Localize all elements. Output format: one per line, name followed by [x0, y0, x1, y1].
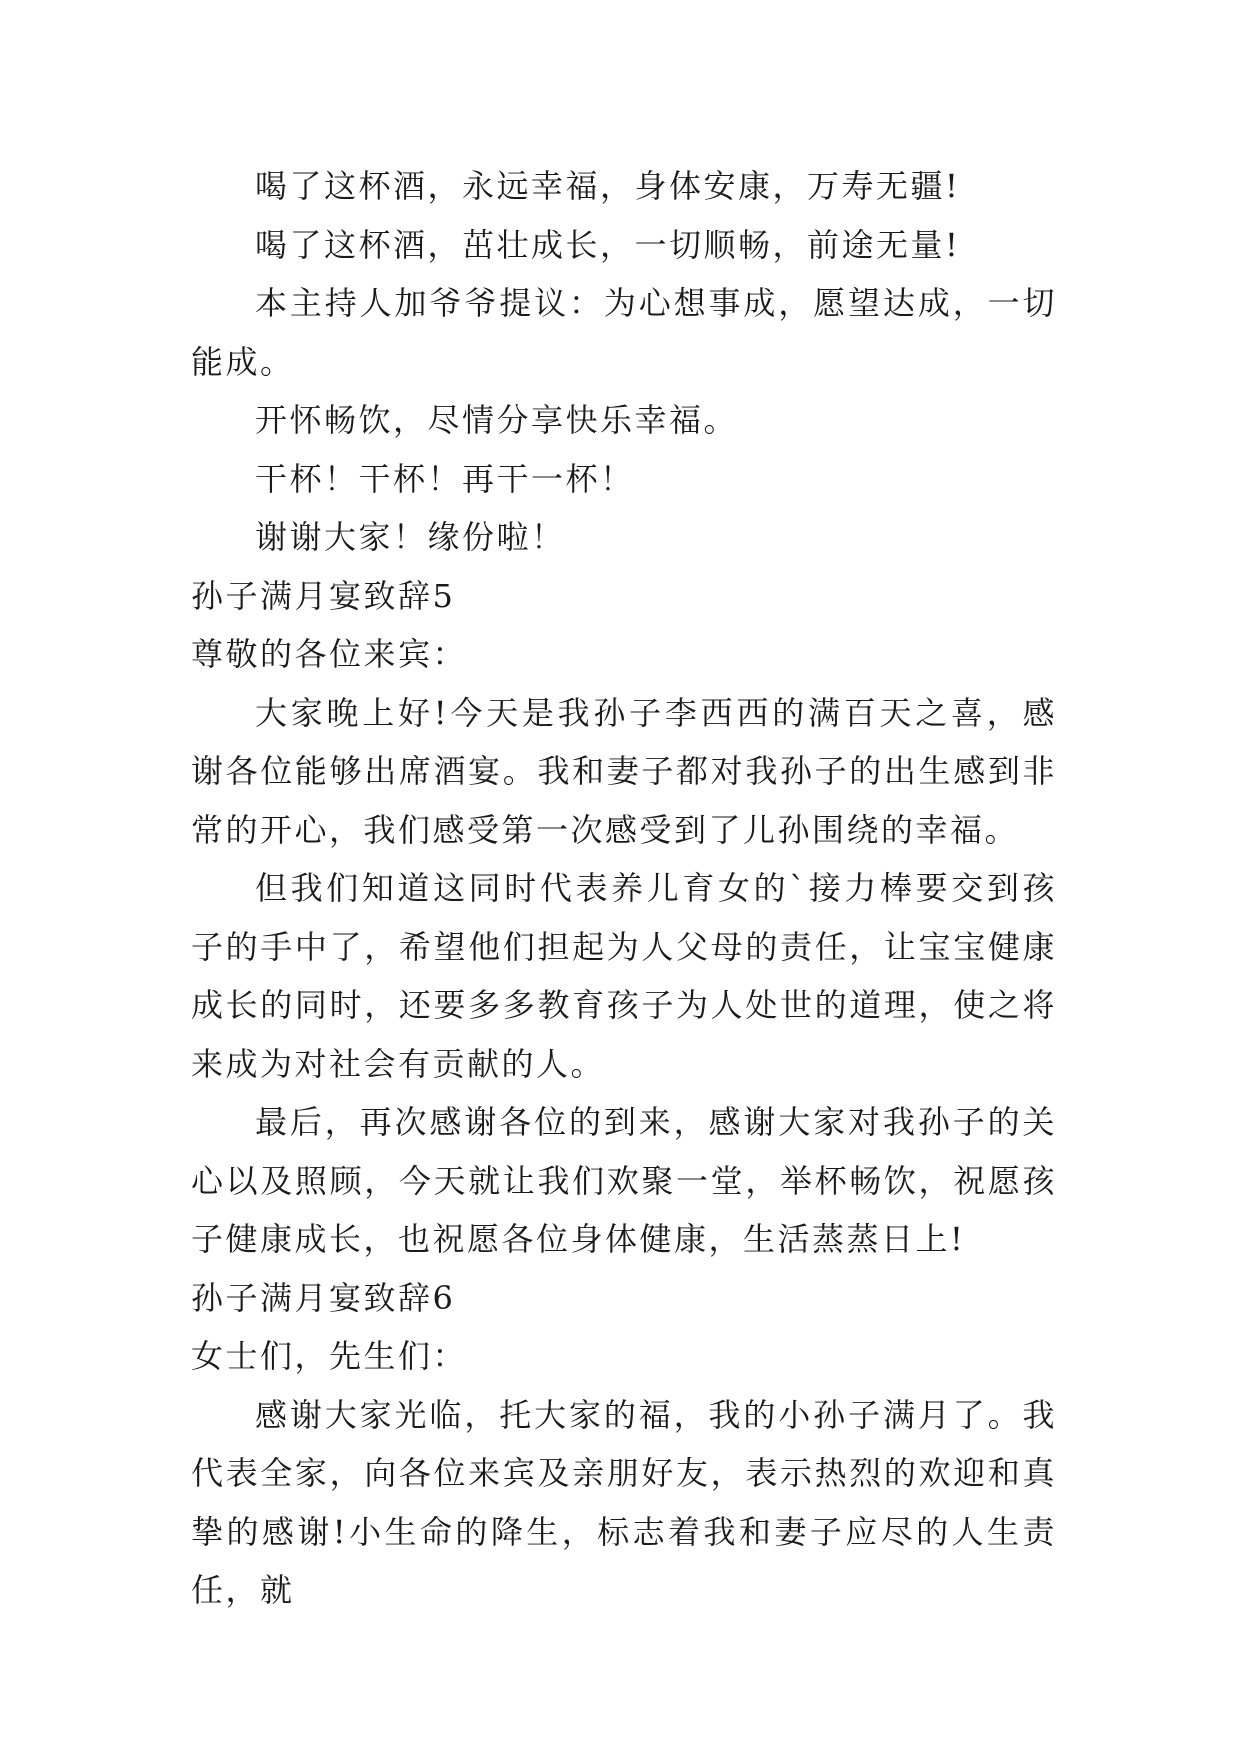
paragraph: 但我们知道这同时代表养儿育女的`接力棒要交到孩子的手中了，希望他们担起为人父母的责任，让宝宝健康成长的同时，还要多多教育孩子为人处世的道理，使之将来成为对社会有贡献的人。: [191, 869, 1057, 1083]
section-heading: 孙子满月宴致辞5: [191, 576, 456, 615]
paragraph: 干杯！干杯！再干一杯！: [255, 459, 635, 498]
salutation: 女士们，先生们：: [191, 1337, 468, 1375]
paragraph: 感谢大家光临，托大家的福，我的小孙子满月了。我代表全家，向各位来宾及亲朋好友，表示热烈的欢迎和真挚的感谢!小生命的降生，标志着我和妻子应尽的人生责任，就: [191, 1395, 1057, 1609]
section-heading: 孙子满月宴致辞6: [191, 1278, 456, 1317]
paragraph: 开怀畅饮，尽情分享快乐幸福。: [255, 401, 739, 439]
paragraph: 喝了这杯酒，永远幸福，身体安康，万寿无疆!: [255, 167, 961, 205]
paragraph: 最后，再次感谢各位的到来，感谢大家对我孙子的关心以及照顾，今天就让我们欢聚一堂，举杯畅饮，祝愿孩子健康成长，也祝愿各位身体健康，生活蒸蒸日上!: [191, 1103, 1057, 1258]
paragraph: 大家晚上好!今天是我孙子李西西的满百天之喜，感谢各位能够出席酒宴。我和妻子都对我孙子的出生感到非常的开心，我们感受第一次感受到了儿孙围绕的幸福。: [191, 693, 1057, 849]
salutation: 尊敬的各位来宾：: [191, 635, 468, 673]
paragraph: 本主持人加爷爷提议：为心想事成，愿望达成，一切能成。: [191, 284, 1057, 381]
document-body: [191, 157, 1057, 1620]
paragraph: 喝了这杯酒，茁壮成长，一切顺畅，前途无量!: [255, 225, 961, 264]
paragraph: 谢谢大家！缘份啦！: [255, 518, 566, 556]
